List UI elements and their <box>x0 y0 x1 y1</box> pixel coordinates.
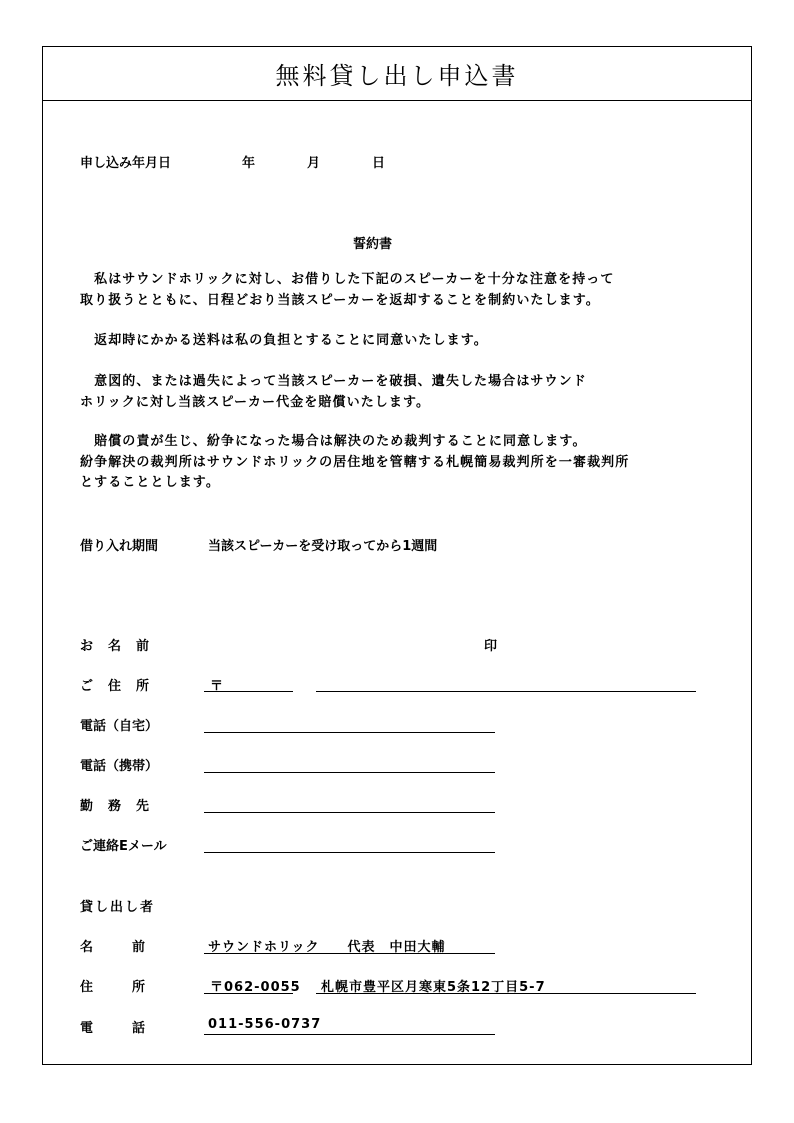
postal-mark: 〒 <box>210 679 224 694</box>
day-label: 日 <box>372 156 386 171</box>
email-field[interactable] <box>204 852 495 853</box>
lender-postal-underline <box>204 993 293 994</box>
mobile-phone-label: 電話（携帯） <box>80 759 159 774</box>
address-label: ご 住 所 <box>80 679 151 694</box>
lender-address-underline <box>316 993 696 994</box>
page-title: 無料貸し出し申込書 <box>275 62 519 90</box>
pledge-paragraph-4 <box>80 432 730 494</box>
home-phone-label: 電話（自宅） <box>80 719 159 734</box>
pledge-line: とすることとします。 <box>80 475 220 490</box>
pledge-paragraph-1 <box>80 270 730 311</box>
lender-phone-label: 電 話 <box>80 1021 146 1036</box>
pledge-line: 意図的、または過失によって当該スピーカーを破損、遺失した場合はサウンド <box>80 374 587 389</box>
lender-heading: 貸し出し者 <box>80 900 156 915</box>
pledge-line: 返却時にかかる送料は私の負担とすることに同意いたします。 <box>80 333 488 348</box>
pledge-line: ホリックに対し当該スピーカー代金を賠償いたします。 <box>80 394 431 410</box>
name-label: お 名 前 <box>80 639 151 654</box>
lender-name-underline <box>204 953 495 954</box>
mobile-phone-field[interactable] <box>204 772 495 773</box>
pledge-line: 紛争解決の裁判所はサウンドホリックの居住地を管轄する札幌簡易裁判所を一審裁判所 <box>80 454 630 470</box>
pledge-line: 賠償の責が生じ、紛争になった場合は解決のため裁判することに同意します。 <box>80 434 587 449</box>
application-date-label: 申し込み年月日 <box>80 156 172 171</box>
title-bar <box>43 47 751 101</box>
workplace-field[interactable] <box>204 812 495 813</box>
pledge-heading: 誓約書 <box>353 237 393 252</box>
loan-period-label: 借り入れ期間 <box>80 539 159 554</box>
pledge-paragraph-2 <box>80 331 730 352</box>
pledge-paragraph-3 <box>80 372 730 413</box>
loan-period-value: 当該スピーカーを受け取ってから1週間 <box>208 539 438 554</box>
lender-name-label: 名 前 <box>80 940 146 955</box>
lender-address-value: 札幌市豊平区月寒東5条12丁目5-7 <box>321 980 546 995</box>
email-label: ご連絡Eメール <box>80 839 167 854</box>
lender-phone-value: 011-556-0737 <box>208 1017 322 1032</box>
month-label: 月 <box>307 156 321 171</box>
year-label: 年 <box>242 156 256 171</box>
lender-address-label: 住 所 <box>80 980 146 995</box>
lender-postal-value: 〒062-0055 <box>210 980 301 995</box>
pledge-line: 私はサウンドホリックに対し、お借りした下記のスピーカーを十分な注意を持って <box>80 272 615 287</box>
address-field[interactable] <box>316 691 696 692</box>
postal-code-field[interactable] <box>204 691 293 692</box>
lender-name-value: サウンドホリック 代表 中田大輔 <box>208 940 446 955</box>
lender-phone-underline <box>204 1034 495 1035</box>
pledge-line: 取り扱うとともに、日程どおり当該スピーカーを返却することを制約いたします。 <box>80 292 600 308</box>
home-phone-field[interactable] <box>204 732 495 733</box>
seal-mark: 印 <box>484 639 498 654</box>
workplace-label: 勤 務 先 <box>80 799 151 814</box>
